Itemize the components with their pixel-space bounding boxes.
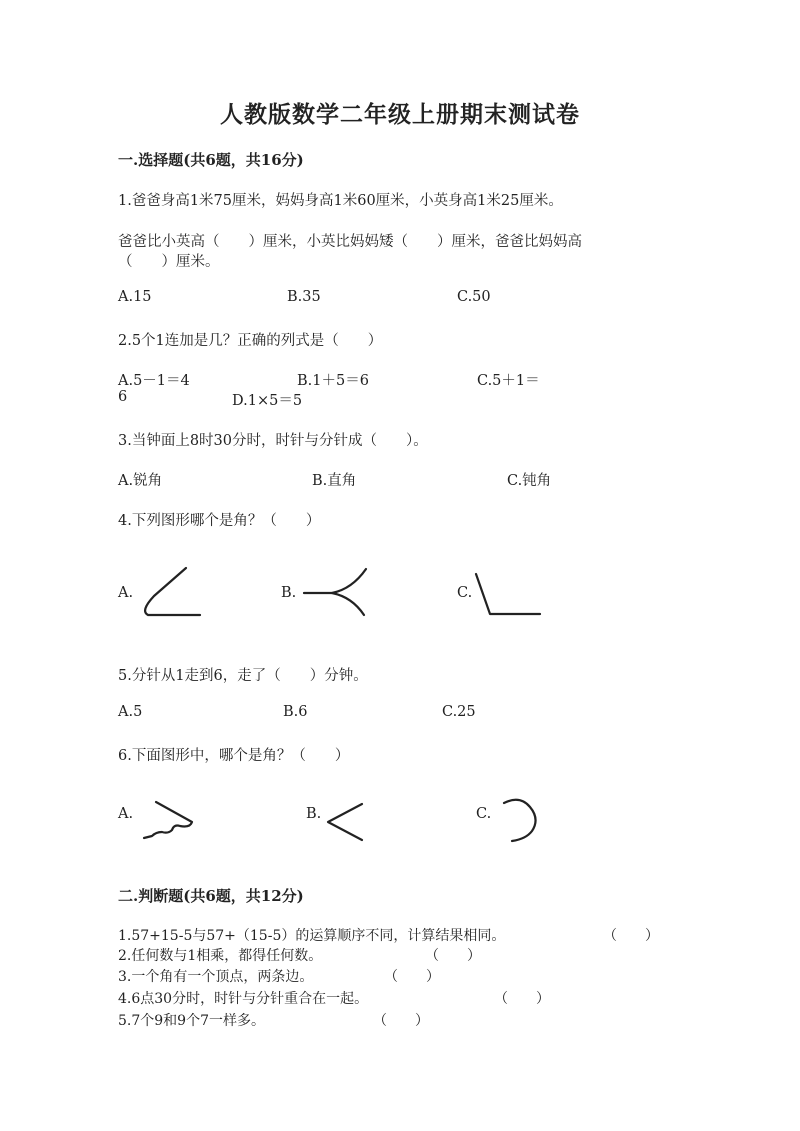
question-6-option-b[interactable]: B.	[306, 806, 322, 822]
question-6-text: 6.下面图形中，哪个是角？（ ）	[118, 748, 350, 764]
judgement-item-5-blank[interactable]: （ ）	[373, 1013, 429, 1029]
judgement-item-4: 4.6点30分时，时针与分针重合在一起。	[118, 991, 369, 1007]
question-4-text: 4.下列图形哪个是角？（ ）	[118, 513, 321, 529]
question-3-option-c[interactable]: C.钝角	[507, 473, 552, 489]
section-heading-choice: 一.选择题(共6题，共16分)	[118, 151, 304, 169]
question-5-option-c[interactable]: C.25	[442, 704, 476, 720]
judgement-item-4-blank[interactable]: （ ）	[494, 991, 550, 1007]
question-2-option-a[interactable]: A.5－1＝4	[118, 373, 190, 389]
question-2-option-c-wrap: 6	[118, 389, 128, 405]
question-2-option-b[interactable]: B.1＋5＝6	[297, 373, 369, 389]
curved-hook-figure-icon	[498, 797, 542, 845]
section-heading-judgement: 二.判断题(共6题，共12分)	[118, 887, 304, 905]
question-2-text: 2.5个1连加是几？正确的列式是（ ）	[118, 333, 383, 349]
judgement-item-3: 3.一个角有一个顶点，两条边。	[118, 969, 314, 985]
question-3-option-a[interactable]: A.锐角	[118, 473, 163, 489]
question-3-text: 3.当钟面上8时30分时，时针与分针成（ ）。	[118, 433, 428, 449]
question-1-line-2: 爸爸比小英高（ ）厘米，小英比妈妈矮（ ）厘米，爸爸比妈妈高	[118, 234, 582, 250]
question-4-option-a[interactable]: A.	[118, 585, 134, 601]
open-angle-figure-icon	[324, 802, 366, 842]
judgement-item-2-blank[interactable]: （ ）	[425, 948, 481, 964]
judgement-item-1-blank[interactable]: （ ）	[603, 928, 659, 944]
question-4-option-c[interactable]: C.	[457, 585, 473, 601]
question-6-option-a[interactable]: A.	[118, 806, 134, 822]
question-2-option-c[interactable]: C.5＋1＝	[477, 373, 540, 389]
question-5-text: 5.分针从1走到6，走了（ ）分钟。	[118, 668, 368, 684]
page-title: 人教版数学二年级上册期末测试卷	[220, 101, 580, 128]
question-5-option-b[interactable]: B.6	[283, 704, 308, 720]
question-1-option-b[interactable]: B.35	[287, 289, 321, 305]
question-1-line-1: 1.爸爸身高1米75厘米，妈妈身高1米60厘米，小英身高1米25厘米。	[118, 193, 563, 209]
question-1-option-c[interactable]: C.50	[457, 289, 491, 305]
judgement-item-5: 5.7个9和9个7一样多。	[118, 1013, 265, 1029]
judgement-item-1: 1.57+15-5与57+（15-5）的运算顺序不同，计算结果相同。	[118, 928, 506, 944]
straight-angle-figure-icon	[472, 572, 544, 618]
curved-angle-figure-icon	[140, 565, 202, 619]
question-6-option-c[interactable]: C.	[476, 806, 492, 822]
judgement-item-3-blank[interactable]: （ ）	[384, 969, 440, 985]
question-1-option-a[interactable]: A.15	[118, 289, 152, 305]
judgement-item-2: 2.任何数与1相乘，都得任何数。	[118, 948, 323, 964]
question-3-option-b[interactable]: B.直角	[312, 473, 357, 489]
question-1-line-3: （ ）厘米。	[118, 254, 220, 270]
question-5-option-a[interactable]: A.5	[118, 704, 143, 720]
wavy-angle-figure-icon	[140, 800, 202, 844]
question-4-option-b[interactable]: B.	[281, 585, 297, 601]
question-2-option-d[interactable]: D.1×5＝5	[232, 393, 303, 409]
curved-branches-figure-icon	[300, 565, 370, 617]
